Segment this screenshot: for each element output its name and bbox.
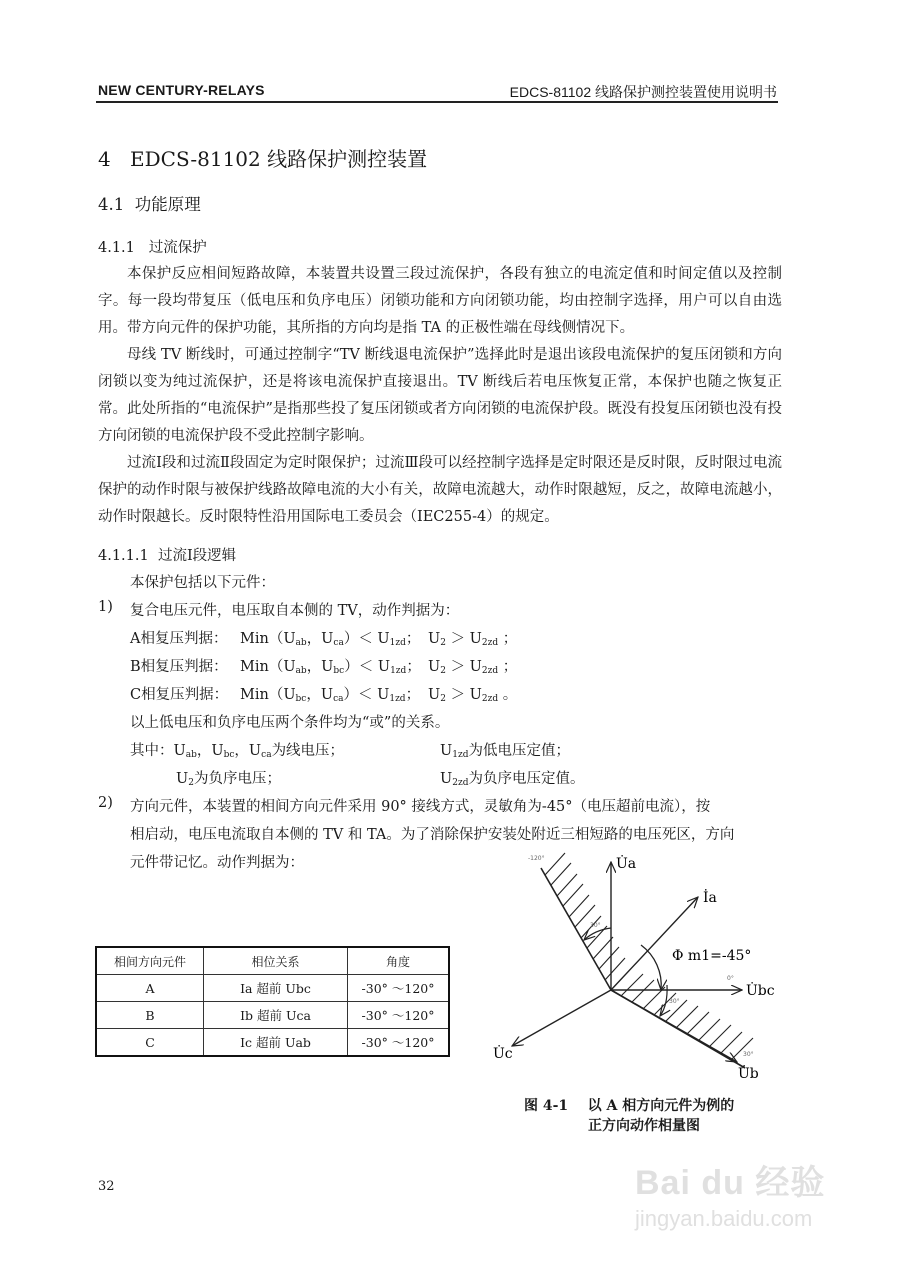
header-brand: NEW CENTURY-RELAYS <box>98 82 265 98</box>
direction-element-table <box>95 946 450 1057</box>
or-relation-note: 以上低电压和负序电压两个条件均为“或”的关系。 <box>130 715 450 731</box>
item2-line-2: 相启动，电压电流取自本侧的 TV 和 TA。为了消除保护安装处附近三相短路的电压死区，方向 <box>130 827 735 843</box>
definition-neg-seq-voltage: $U_2$为负序电压； <box>176 771 281 788</box>
watermark-url: jingyan.baidu.com <box>635 1206 813 1231</box>
item1-number: 1) <box>98 599 113 615</box>
table-row <box>96 1002 449 1029</box>
phasor-uc <box>512 990 611 1046</box>
table-row <box>96 1029 449 1057</box>
criterion-b: B相复压判据： $Min(U_{ab}$，$U_{bc})< U_{1zd}$； $U_2 > U_{2zd}$ ； <box>130 659 518 676</box>
table-cell: Ia 超前 Ubc <box>204 975 348 1002</box>
label-ub: U̇b <box>738 1066 759 1082</box>
label-0deg: 0° <box>727 975 734 982</box>
subsection-title: 过流保护 <box>148 240 207 256</box>
section-heading <box>98 191 201 215</box>
label-ubc: U̇bc <box>746 983 775 999</box>
label-30deg: 30° <box>743 1051 754 1058</box>
hatch-lower <box>621 974 753 1060</box>
watermark-brand: Bai du 经验 <box>635 1164 826 1202</box>
watermark <box>635 1155 825 1232</box>
caption-line-1: 图 4-1 以 A 相方向元件为例的 <box>524 1098 735 1114</box>
chapter-title: EDCS-81102 线路保护测控装置 <box>130 147 428 171</box>
body-text <box>98 261 782 531</box>
definition-neg-seq-setting: $U_{2zd}$为负序电压定值。 <box>440 771 585 788</box>
label-30deg-lower: 30° <box>669 998 680 1005</box>
criterion-c: C相复压判据： $Min(U_{bc}$，$U_{ca})< U_{1zd}$； $U_2 > U_{2zd}$ 。 <box>130 687 518 704</box>
table-cell: -30° ～120° <box>348 975 450 1002</box>
paragraph-3: 过流Ⅰ段和过流Ⅱ段固定为定时限保护；过流Ⅲ段可以经控制字选择是定时限还是反时限，反时限过电流保护的动作时限与被保护线路故障电流的大小有关，故障电流越大，动作时限越短，反之，故障电流越小，动作时限越长。反时限特性沿用国际电工委员会（IEC255-4）的规定。 <box>98 455 782 525</box>
table-cell: C <box>96 1029 204 1057</box>
label-uc: U̇c <box>493 1046 513 1062</box>
table-cell: Ic 超前 Uab <box>204 1029 348 1057</box>
table-cell: -30° ～120° <box>348 1029 450 1057</box>
table-header: 角度 <box>348 947 450 975</box>
table-cell: Ib 超前 Uca <box>204 1002 348 1029</box>
label-30deg-upper: 30° <box>590 922 601 929</box>
table-header-row <box>96 947 449 975</box>
label-ua: U̇a <box>616 856 637 872</box>
page-number: 32 <box>98 1179 115 1194</box>
definition-low-voltage-setting: $U_{1zd}$为低电压定值； <box>440 743 570 760</box>
chapter-number: 4 <box>98 147 111 171</box>
table-cell: -30° ～120° <box>348 1002 450 1029</box>
table-row <box>96 975 449 1002</box>
subsubsection-heading <box>98 544 236 565</box>
chapter-heading <box>98 143 427 172</box>
table-cell: B <box>96 1002 204 1029</box>
section-number: 4.1 <box>98 195 125 214</box>
item1-text: 复合电压元件，电压取自本侧的 TV，动作判据为： <box>130 603 460 619</box>
paragraph-2: 母线 TV 断线时，可通过控制字“TV 断线退电流保护”选择此时是退出该段电流保护的复压闭锁和方向闭锁以变为纯过流保护，还是将该电流保护直接退出。TV 断线后若电压恢复正常，本保护也随之恢复正常。此处所指的“电流保护”是指那些投了复压闭锁或者方向闭锁的电流保护段。既没有投复压闭锁也没有投方向闭锁的电流保护段不受此控制字影响。 <box>98 347 782 444</box>
subsubsection-title: 过流Ⅰ段逻辑 <box>157 548 237 564</box>
table-header: 相位关系 <box>204 947 348 975</box>
label-minus120: -120° <box>528 855 545 862</box>
label-phi: Φ m1=-45° <box>672 948 752 964</box>
item2-line-3: 元件带记忆。动作判据为： <box>130 855 304 871</box>
subsubsection-number: 4.1.1.1 <box>98 548 149 564</box>
subsection-heading <box>98 236 207 257</box>
header-doc-title: EDCS-81102 线路保护测控装置使用说明书 <box>509 84 777 100</box>
table-cell: A <box>96 975 204 1002</box>
label-ia: İa <box>703 890 717 906</box>
header-rule <box>96 101 778 103</box>
hatch-upper <box>545 853 625 980</box>
boundary-line-upper <box>541 868 611 990</box>
item2-line-1: 方向元件，本装置的相间方向元件采用 90° 接线方式，灵敏角为-45°（电压超前电流），按 <box>130 799 711 815</box>
definition-line-voltage: 其中：$U_{ab}$，$U_{bc}$，$U_{ca}$为线电压； <box>130 743 345 760</box>
figure-caption <box>524 1096 734 1136</box>
intro-text: 本保护包括以下元件： <box>130 575 275 591</box>
phasor-diagram <box>490 845 790 1090</box>
caption-line-2: 正方向动作相量图 <box>588 1118 700 1134</box>
paragraph-1: 本保护反应相间短路故障，本装置共设置三段过流保护，各段有独立的电流定值和时间定值以及控制字。每一段均带复压（低电压和负序电压）闭锁功能和方向闭锁功能，均由控制字选择，用户可以自由选用。带方向元件的保护功能，其所指的方向均是指 TA 的正极性端在母线侧情况下。 <box>98 266 782 336</box>
item2-number: 2) <box>98 795 113 811</box>
criterion-a: A相复压判据： $Min(U_{ab}$，$U_{ca})< U_{1zd}$； $U_2 > U_{2zd}$ ； <box>130 631 518 648</box>
phasor-ia <box>611 897 698 990</box>
section-title: 功能原理 <box>134 195 201 214</box>
table-header: 相间方向元件 <box>96 947 204 975</box>
subsection-number: 4.1.1 <box>98 240 135 256</box>
